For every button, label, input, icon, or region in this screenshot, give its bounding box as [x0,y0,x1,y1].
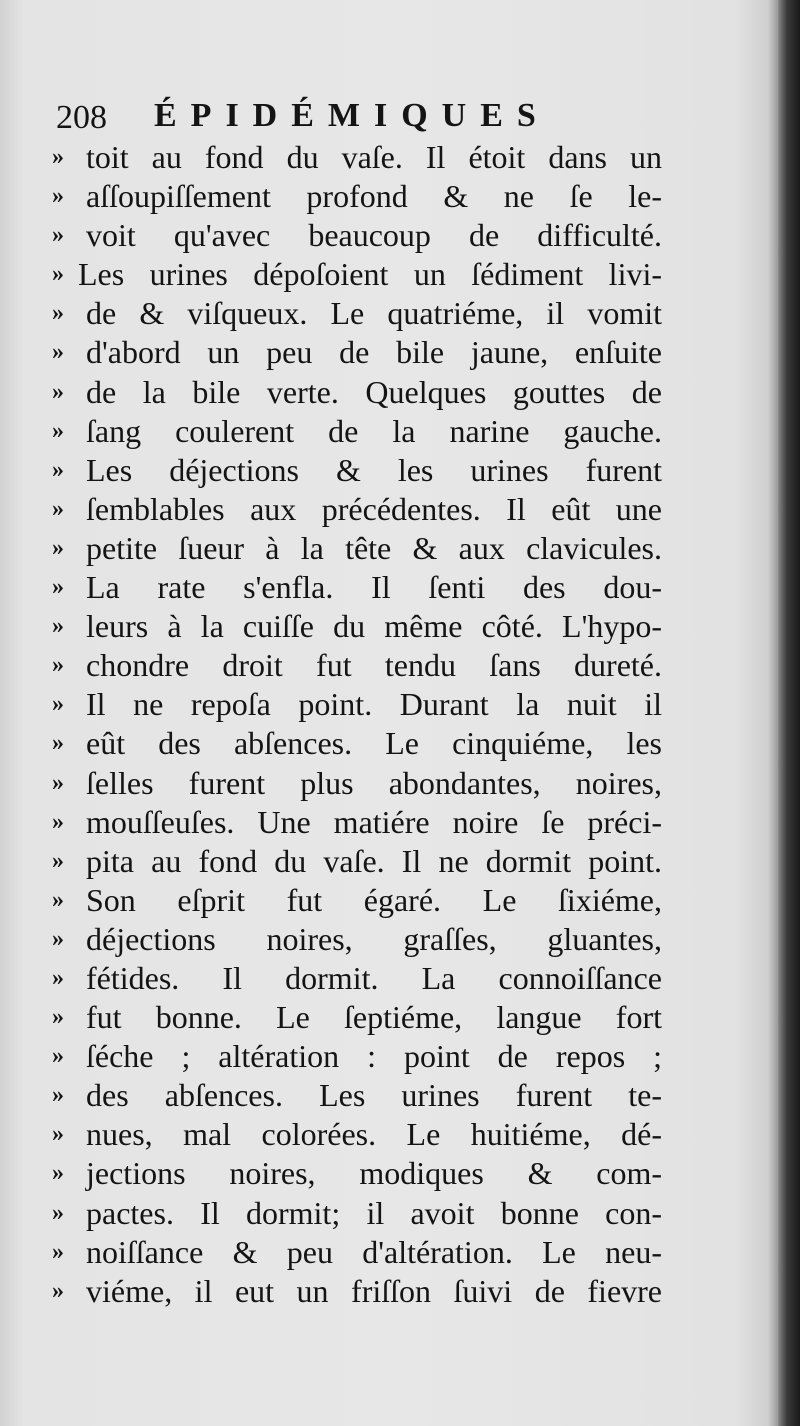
text-line [52,724,662,763]
line-text: de la bile verte. Quelques gouttes de [86,373,662,410]
quotation-mark: » [52,495,64,522]
text-line [52,529,662,568]
text-line [52,920,662,959]
text-line [52,1115,662,1154]
quotation-mark: » [52,1004,64,1031]
line-text: fétides. Il dormit. La connoiſſance [86,959,662,996]
text-line [52,333,662,372]
quotation-mark: » [52,339,64,366]
text-line [52,490,662,529]
quotation-mark: » [52,300,64,327]
line-text: chondre droit fut tendu ſans dureté. [86,647,662,684]
running-head: ÉPIDÉMIQUES [154,97,550,134]
text-line [52,1194,662,1233]
text-line [52,216,662,255]
quotation-mark: » [52,613,64,640]
line-text: ſéche ; altération : point de repos ; [86,1038,662,1075]
quotation-mark: » [52,886,64,913]
text-line [52,138,662,177]
line-text: leurs à la cuiſſe du même côté. L'hypo- [86,608,662,645]
line-text: nues, mal colorées. Le huitiéme, dé- [86,1116,662,1153]
text-line [52,803,662,842]
line-text: des abſences. Les urines furent te- [86,1077,662,1114]
quotation-mark: » [52,1082,64,1109]
text-line [52,685,662,724]
quotation-mark: » [52,652,64,679]
text-line [52,959,662,998]
text-line [52,1037,662,1076]
quotation-mark: » [52,1277,64,1304]
line-text: noiſſance & peu d'altération. Le neu- [86,1233,662,1270]
quotation-mark: » [52,1043,64,1070]
quotation-mark: » [52,144,64,170]
quotation-mark: » [52,964,64,991]
quotation-mark: » [52,183,64,210]
text-line [52,373,662,412]
line-text: petite ſueur à la tête & aux clavicules. [86,529,662,566]
line-text: La rate s'enfla. Il ſenti des dou- [86,569,662,606]
text-line [52,412,662,451]
quotation-mark: » [52,261,64,288]
text-line [52,764,662,803]
line-text: pita au fond du vaſe. Il ne dormit point. [86,842,662,879]
line-text: mouſſeuſes. Une matiére noire ſe préci- [86,803,662,840]
page-number: 208 [56,99,107,136]
text-line [52,998,662,1037]
text-line [52,1233,662,1272]
line-text: aſſoupiſſement profond & ne ſe le- [86,178,662,215]
line-text: eût des abſences. Le cinquiéme, les [86,725,662,762]
quotation-mark: » [52,808,64,835]
text-line [52,1272,662,1311]
text-line [52,1154,662,1193]
text-line [52,842,662,881]
line-text: ſelles furent plus abondantes, noires, [86,764,662,801]
text-line [52,255,662,294]
text-line [52,294,662,333]
line-text: Les déjections & les urines furent [86,451,662,488]
text-line [52,568,662,607]
text-line [52,451,662,490]
quotation-mark: » [52,574,64,601]
quotation-mark: » [52,847,64,874]
quotation-mark: » [52,534,64,561]
quotation-mark: » [52,1199,64,1226]
line-text: de & viſqueux. Le quatriéme, il vomit [86,295,662,332]
line-text: Il ne repoſa point. Durant la nuit il [86,686,662,723]
quotation-mark: » [52,456,64,483]
line-text: jections noires, modiques & com- [86,1155,662,1192]
body-text [52,138,662,1311]
quotation-mark: » [52,378,64,405]
quotation-mark: » [52,769,64,796]
quotation-mark: » [52,730,64,757]
quotation-mark: » [52,417,64,444]
page-header [56,96,576,136]
text-line [52,881,662,920]
text-line [52,1076,662,1115]
line-text: viéme, il eut un friſſon ſuivi de fievre [86,1272,662,1309]
line-text: toit au fond du vaſe. Il étoit dans un [86,139,662,175]
quotation-mark: » [52,691,64,718]
line-text: fut bonne. Le ſeptiéme, langue fort [86,999,662,1036]
quotation-mark: » [52,1238,64,1265]
line-text: ſemblables aux précédentes. Il eût une [86,490,662,527]
line-text: pactes. Il dormit; il avoit bonne con- [86,1194,662,1231]
line-text: voit qu'avec beaucoup de difficulté. [86,217,662,254]
line-text: Les urines dépoſoient un ſédiment livi- [78,256,662,293]
quotation-mark: » [52,1160,64,1187]
text-line [52,607,662,646]
line-text: déjections noires, graſſes, gluantes, [86,920,662,957]
text-line [52,646,662,685]
quotation-mark: » [52,1121,64,1148]
quotation-mark: » [52,222,64,249]
line-text: ſang coulerent de la narine gauche. [86,412,662,449]
quotation-mark: » [52,925,64,952]
line-text: Son eſprit fut égaré. Le ſixiéme, [86,881,662,918]
line-text: d'abord un peu de bile jaune, enſuite [86,334,662,371]
book-gutter-shadow [778,0,800,1426]
text-line [52,177,662,216]
